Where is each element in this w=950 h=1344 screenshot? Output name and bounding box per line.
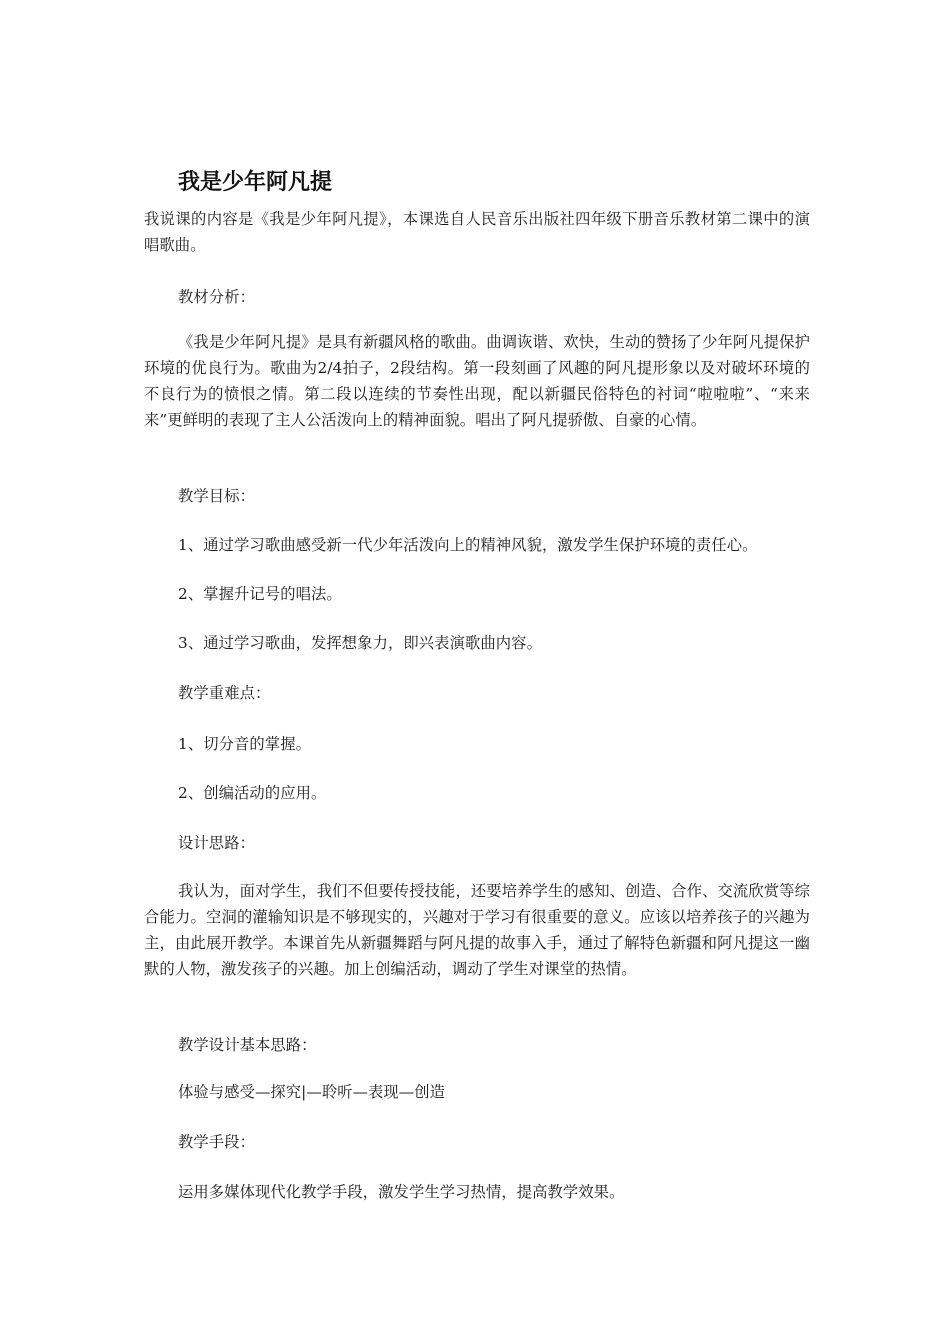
keypoint-item-2: 2、创编活动的应用。 [178,784,327,802]
analysis-paragraph: 《我是少年阿凡提》是具有新疆风格的歌曲。曲调诙谐、欢快，生动的赞扬了少年阿凡提保护环境的优良行为。歌曲为2/4拍子，2段结构。第一段刻画了风趣的阿凡提形象以及对破坏环境的不良行为的愤恨之情。第二段以连续的节奏性出现，配以新疆民俗特色的衬词“啦啦啦”、“来来来”更鲜明的表现了主人公活泼向上的精神面貌。唱出了阿凡提骄傲、自豪的心情。 [144,333,810,429]
means-heading: 教学手段： [178,1133,255,1151]
means-paragraph: 运用多媒体现代化教学手段，激发学生学习热情，提高教学效果。 [178,1183,625,1201]
goals-heading: 教学目标： [178,487,255,505]
goal-item-1: 1、通过学习歌曲感受新一代少年活泼向上的精神风貌，激发学生保护环境的责任心。 [178,536,758,554]
keypoints-heading: 教学重难点： [178,684,271,702]
design-paragraph: 我认为，面对学生，我们不但要传授技能，还要培养学生的感知、创造、合作、交流欣赏等综合能力。空洞的灌输知识是不够现实的，兴趣对于学习有很重要的意义。应该以培养孩子的兴趣为主，由此展开教学。本课首先从新疆舞蹈与阿凡提的故事入手，通过了解特色新疆和阿凡提这一幽默的人物，激发孩子的兴趣。加上创编活动，调动了学生对课堂的热情。 [144,882,810,978]
keypoint-item-1: 1、切分音的掌握。 [178,735,312,753]
design-heading: 设计思路： [178,834,255,852]
intro-paragraph: 我说课的内容是《我是少年阿凡提》，本课选自人民音乐出版社四年级下册音乐教材第二课中的演唱歌曲。 [144,210,810,254]
analysis-heading: 教材分析： [178,288,255,306]
basic-heading: 教学设计基本思路： [178,1036,317,1054]
goal-item-2: 2、掌握升记号的唱法。 [178,585,342,603]
basic-flow: 体验与感受—探究|—聆听—表现—创造 [178,1083,446,1101]
document-title: 我是少年阿凡提 [178,170,333,195]
goal-item-3: 3、通过学习歌曲，发挥想象力，即兴表演歌曲内容。 [178,634,542,652]
